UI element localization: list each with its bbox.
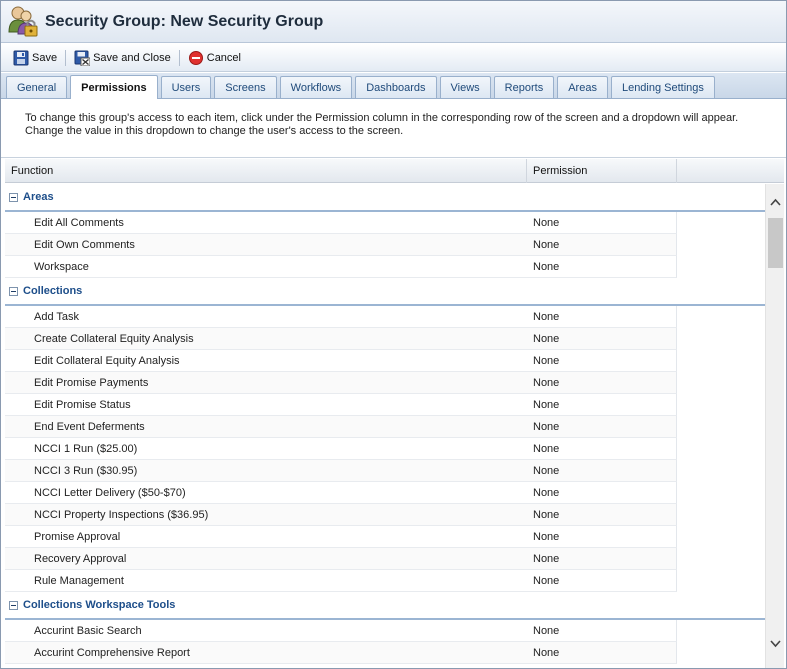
table-row	[5, 504, 765, 526]
permission-cell[interactable]: None	[527, 256, 677, 278]
function-cell: NCCI 1 Run ($25.00)	[5, 438, 527, 460]
save-label: Save	[32, 51, 58, 64]
permission-cell[interactable]: None	[527, 416, 677, 438]
function-cell: Add Task	[5, 306, 527, 328]
function-cell: Edit Collateral Equity Analysis	[5, 350, 527, 372]
instructions-text: To change this group's access to each item, click under the Permission column in the corresponding row of the screen and a dropdown will appear. Change the value in this dropdown to change the user's access to the screen.	[25, 112, 739, 137]
permission-cell[interactable]: None	[527, 328, 677, 350]
group-row[interactable]	[5, 592, 765, 620]
grid-header	[5, 159, 784, 183]
collapse-toggle-icon[interactable]	[9, 193, 18, 202]
permission-cell[interactable]: None	[527, 212, 677, 234]
table-row	[5, 620, 765, 642]
table-row	[5, 328, 765, 350]
function-cell: Promise Approval	[5, 526, 527, 548]
save-and-close-label: Save and Close	[93, 51, 171, 64]
floppy-disk-icon	[13, 50, 29, 66]
table-row	[5, 394, 765, 416]
permission-cell[interactable]: None	[527, 438, 677, 460]
function-cell: NCCI Property Inspections ($36.95)	[5, 504, 527, 526]
cancel-icon	[188, 50, 204, 66]
floppy-close-icon	[74, 50, 90, 66]
tab-areas[interactable]: Areas	[557, 76, 608, 98]
group-label: Areas	[23, 191, 54, 203]
function-cell: NCCI Letter Delivery ($50-$70)	[5, 482, 527, 504]
cancel-button[interactable]	[184, 47, 245, 69]
tab-lending-settings[interactable]: Lending Settings	[611, 76, 715, 98]
table-row	[5, 372, 765, 394]
toolbar-divider	[65, 50, 66, 66]
table-row	[5, 642, 765, 664]
save-and-close-button[interactable]	[70, 47, 175, 69]
function-cell: Edit Promise Status	[5, 394, 527, 416]
tab-workflows[interactable]: Workflows	[280, 76, 353, 98]
column-header-function[interactable]: Function	[5, 159, 527, 183]
table-row	[5, 306, 765, 328]
permission-cell[interactable]: None	[527, 620, 677, 642]
permission-cell[interactable]: None	[527, 642, 677, 664]
function-cell: Recovery Approval	[5, 548, 527, 570]
tab-strip	[1, 73, 786, 99]
table-row	[5, 438, 765, 460]
permission-cell[interactable]: None	[527, 460, 677, 482]
group-label: Collections Workspace Tools	[23, 599, 176, 611]
table-row	[5, 460, 765, 482]
tab-users[interactable]: Users	[161, 76, 212, 98]
scroll-up-arrow-icon[interactable]	[766, 194, 785, 212]
save-button[interactable]	[9, 47, 61, 69]
function-cell: Edit Own Comments	[5, 234, 527, 256]
table-row	[5, 350, 765, 372]
collapse-toggle-icon[interactable]	[9, 601, 18, 610]
table-row	[5, 526, 765, 548]
table-row	[5, 234, 765, 256]
tab-reports[interactable]: Reports	[494, 76, 555, 98]
table-row	[5, 570, 765, 592]
tab-screens[interactable]: Screens	[214, 76, 276, 98]
permission-cell[interactable]: None	[527, 504, 677, 526]
group-row[interactable]	[5, 278, 765, 306]
table-row	[5, 482, 765, 504]
function-cell: Rule Management	[5, 570, 527, 592]
scrollbar-thumb[interactable]	[768, 218, 783, 268]
scroll-down-arrow-icon[interactable]	[766, 636, 785, 654]
permission-cell[interactable]: None	[527, 570, 677, 592]
toolbar	[1, 44, 786, 72]
permissions-grid	[5, 184, 765, 668]
column-header-spacer	[677, 159, 784, 183]
function-cell: Workspace	[5, 256, 527, 278]
table-row	[5, 416, 765, 438]
function-cell: NCCI 3 Run ($30.95)	[5, 460, 527, 482]
function-cell: Create Collateral Equity Analysis	[5, 328, 527, 350]
table-row	[5, 212, 765, 234]
function-cell: Accurint Basic Search	[5, 620, 527, 642]
function-cell: Edit All Comments	[5, 212, 527, 234]
permission-cell[interactable]: None	[527, 394, 677, 416]
permission-cell[interactable]: None	[527, 350, 677, 372]
permission-cell[interactable]: None	[527, 372, 677, 394]
table-row	[5, 256, 765, 278]
group-label: Collections	[23, 285, 83, 297]
toolbar-divider	[179, 50, 180, 66]
function-cell: Edit Promise Payments	[5, 372, 527, 394]
title-bar	[1, 1, 786, 43]
tab-permissions[interactable]: Permissions	[70, 75, 157, 99]
window-title: Security Group: New Security Group	[45, 12, 324, 30]
instructions-panel	[1, 100, 786, 158]
tab-views[interactable]: Views	[440, 76, 491, 98]
vertical-scrollbar[interactable]	[765, 184, 784, 668]
tab-dashboards[interactable]: Dashboards	[355, 76, 436, 98]
function-cell: End Event Deferments	[5, 416, 527, 438]
function-cell: Accurint Comprehensive Report	[5, 642, 527, 664]
permission-cell[interactable]: None	[527, 234, 677, 256]
permission-cell[interactable]: None	[527, 306, 677, 328]
permission-cell[interactable]: None	[527, 526, 677, 548]
cancel-label: Cancel	[206, 51, 241, 64]
table-row	[5, 548, 765, 570]
security-group-icon	[5, 4, 41, 40]
permission-cell[interactable]: None	[527, 548, 677, 570]
collapse-toggle-icon[interactable]	[9, 287, 18, 296]
tab-general[interactable]: General	[6, 76, 67, 98]
group-row[interactable]	[5, 184, 765, 212]
permission-cell[interactable]: None	[527, 482, 677, 504]
column-header-permission[interactable]: Permission	[527, 159, 677, 183]
